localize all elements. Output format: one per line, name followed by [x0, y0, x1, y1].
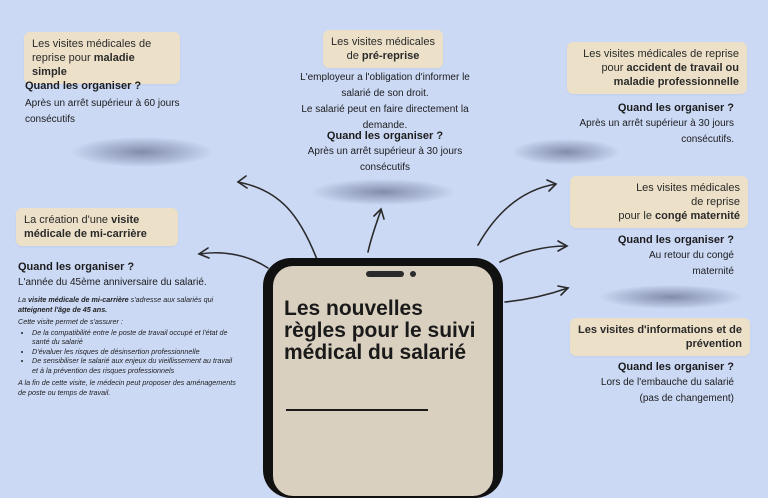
tag-maladie-simple-text: Les visites médicales de reprise pour — [32, 38, 152, 64]
detail-mi-carriere — [18, 295, 240, 397]
detail-p1-prefix: La — [18, 295, 28, 304]
tag-mi-carriere-prefix: La création d'une — [24, 214, 112, 226]
tag-pre-reprise-prefix: de — [346, 50, 362, 62]
pre-reprise-line4: demande. — [362, 120, 408, 131]
pre-reprise-answer-line1: Après un arrêt supérieur à 30 jours — [307, 146, 463, 157]
tag-maternite-bold: congé maternité — [655, 210, 740, 222]
detail-p1-bold2: atteignent l'âge de 45 ans. — [18, 304, 108, 314]
pre-reprise-line1: L'employeur a l'obligation d'informer le — [300, 72, 470, 83]
detail-item: • De sensibiliser le salarié aux enjeux du vieillissement au travail et à la prévention des risques professionnels — [32, 356, 240, 375]
detail-p1-bold: visite médicale de mi-carrière — [28, 295, 129, 304]
tag-accident-prefix: pour — [601, 62, 627, 74]
detail-item: • De la compatibilité entre le poste de travail occupé et l'état de santé du salarié — [32, 328, 240, 347]
tag-mi-carriere-bold1: visite — [111, 214, 140, 226]
maternite-answer-line1: Au retour du congé — [648, 250, 734, 261]
answer-maternite — [560, 248, 734, 280]
tag-accident-travail — [567, 42, 747, 94]
arrow-to-maladie-simple — [238, 182, 318, 262]
question-maternite: Quand les organiser ? — [617, 234, 734, 246]
arrow-to-prevention — [505, 288, 568, 302]
tag-prevention — [570, 318, 750, 356]
arrow-to-mi-carriere — [200, 253, 268, 268]
accident-answer-line1: Après un arrêt supérieur à 30 jours — [579, 118, 734, 129]
answer-accident-travail — [540, 116, 734, 148]
tag-mi-carriere-bold2: médicale de mi-carrière — [24, 228, 147, 240]
tag-pre-reprise-line1: Les visites médicales — [331, 36, 435, 48]
tag-maladie-simple — [24, 32, 180, 84]
question-prevention: Quand les organiser ? — [617, 361, 734, 373]
answer-maladie-simple: Après un arrêt supérieur à 60 jours consécutifs — [25, 98, 180, 125]
question-accident-travail: Quand les organiser ? — [617, 102, 734, 114]
central-title: Les nouvelles règles pour le suivi médical du salarié — [284, 297, 476, 364]
tag-accident-bold2: maladie professionnelle — [613, 76, 739, 88]
tag-prevention-line1: Les visites d'informations et de — [578, 324, 742, 336]
accident-answer-line2: consécutifs. — [681, 134, 734, 145]
detail-intro: Cette visite permet de s'assurer : — [18, 317, 123, 326]
detail-p1-mid: s'adresse aux salariés qui — [128, 295, 214, 304]
tag-mi-carriere — [16, 208, 178, 246]
arrow-to-maternite — [500, 246, 566, 262]
tag-pre-reprise-bold: pré-reprise — [361, 50, 420, 62]
answer-pre-reprise — [296, 144, 474, 176]
prevention-answer-line1: Lors de l'embauche du salarié — [600, 377, 734, 388]
question-pre-reprise: Quand les organiser ? — [326, 130, 444, 142]
phone-camera — [410, 271, 416, 277]
arrow-to-accident — [478, 184, 556, 245]
answer-prevention — [560, 375, 734, 407]
pre-reprise-line3: Le salarié peut en faire directement la — [301, 104, 469, 115]
pre-reprise-answer-line2: consécutifs — [359, 162, 411, 173]
title-underline — [286, 409, 428, 411]
prevention-answer-line2: (pas de changement) — [639, 393, 734, 404]
tag-prevention-line2: prévention — [685, 338, 742, 350]
question-mi-carriere: Quand les organiser ? — [18, 261, 135, 273]
detail-item: • D'évaluer les risques de désinsertion professionnelle — [32, 347, 240, 357]
tag-maladie-simple-bold: maladie simple — [32, 52, 135, 78]
detail-list — [32, 328, 240, 376]
tag-maternite-line1: Les visites médicales — [636, 182, 740, 194]
tag-maternite — [570, 176, 748, 228]
answer-mi-carriere: L'année du 45ème anniversaire du salarié. — [18, 277, 207, 288]
tag-maternite-line2: de reprise — [691, 196, 740, 208]
maternite-answer-line2: maternité — [692, 266, 734, 277]
pre-reprise-line2: salarié de son droit. — [341, 88, 429, 99]
phone-speaker — [366, 271, 404, 277]
tag-pre-reprise — [323, 30, 443, 68]
tag-accident-bold1: accident de travail ou — [626, 62, 739, 74]
text-pre-reprise — [296, 70, 474, 134]
tag-maternite-prefix: pour le — [618, 210, 656, 222]
question-maladie-simple: Quand les organiser ? — [25, 80, 142, 92]
detail-end: A la fin de cette visite, le médecin peut proposer des aménagements de poste ou temps de travail. — [18, 378, 236, 397]
tag-accident-line1: Les visites médicales de reprise — [583, 48, 739, 60]
